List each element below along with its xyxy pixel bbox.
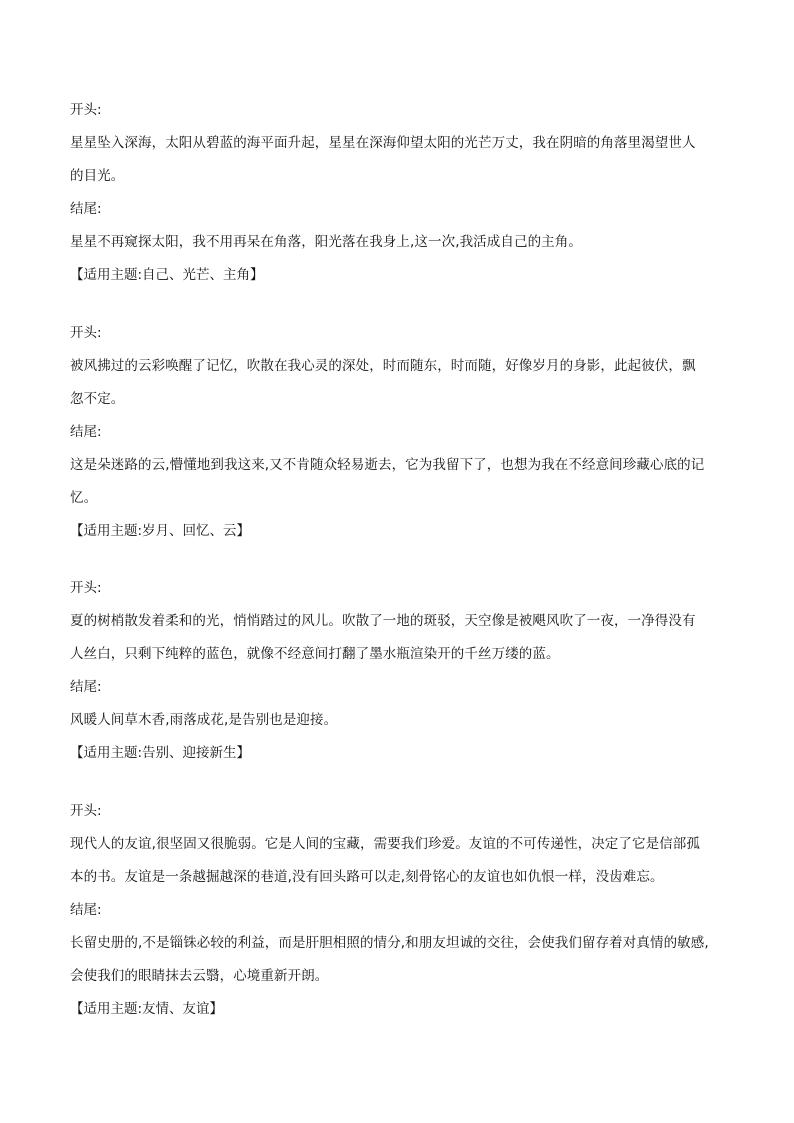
theme-tag: 【适用主题:告别、迎接新生】 xyxy=(70,745,251,761)
paragraph-line: 人丝白，只剩下纯粹的蓝色，就像不经意间打翻了墨水瓶渲染开的千丝万缕的蓝。 xyxy=(70,646,560,662)
paragraph-line: 忆。 xyxy=(70,490,98,506)
opening-label: 开头: xyxy=(70,325,102,341)
paragraph-line: 夏的树梢散发着柔和的光，悄悄踏过的风儿。吹散了一地的斑驳，天空像是被飓风吹了一夜，一净得没有 xyxy=(70,613,696,629)
paragraph-line: 星星坠入深海，太阳从碧蓝的海平面升起，星星在深海仰望太阳的光芒万丈，我在阴暗的角落里渴望世人 xyxy=(70,135,696,151)
opening-label: 开头: xyxy=(70,102,102,118)
ending-paragraph xyxy=(70,449,730,515)
ending-paragraph xyxy=(70,704,730,737)
paragraph-line: 被风拂过的云彩唤醒了记忆，吹散在我心灵的深处，时而随东，时而随，好像岁月的身影，此起彼伏，飘 xyxy=(70,358,696,374)
essay-section-1 xyxy=(70,94,730,292)
paragraph-line: 这是朵迷路的云,懵懂地到我这来,又不肯随众轻易逝去，它为我留下了，也想为我在不经意间珍藏心底的记 xyxy=(70,457,705,473)
ending-label: 结尾: xyxy=(70,679,102,695)
theme-tag: 【适用主题:自己、光芒、主角】 xyxy=(70,267,264,283)
paragraph-line: 的目光。 xyxy=(70,168,125,184)
opening-paragraph xyxy=(70,605,730,671)
opening-paragraph xyxy=(70,127,730,193)
ending-paragraph xyxy=(70,226,730,259)
theme-tag: 【适用主题:岁月、回忆、云】 xyxy=(70,523,251,539)
opening-paragraph xyxy=(70,828,730,894)
opening-paragraph xyxy=(70,350,730,416)
ending-label: 结尾: xyxy=(70,424,102,440)
ending-label: 结尾: xyxy=(70,902,102,918)
paragraph-line: 风暖人间草木香,雨落成花,是告别也是迎接。 xyxy=(70,712,338,728)
essay-section-3 xyxy=(70,572,730,770)
essay-section-2 xyxy=(70,317,730,548)
opening-label: 开头: xyxy=(70,803,102,819)
paragraph-line: 长留史册的,不是锱铢必较的利益，而是肝胆相照的情分,和朋友坦诚的交往，会使我们留存着对真情的敏感, xyxy=(70,935,709,951)
paragraph-line: 本的书。友谊是一条越掘越深的巷道,没有回头路可以走,刻骨铭心的友谊也如仇恨一样，没齿难忘。 xyxy=(70,869,664,885)
ending-label: 结尾: xyxy=(70,201,102,217)
paragraph-line: 星星不再窥探太阳，我不用再呆在角落，阳光落在我身上,这一次,我活成自己的主角。 xyxy=(70,234,582,250)
ending-paragraph xyxy=(70,927,730,993)
essay-section-4 xyxy=(70,795,730,1026)
paragraph-line: 现代人的友谊,很坚固又很脆弱。它是人间的宝藏，需要我们珍爱。友谊的不可传递性，决定了它是信部孤 xyxy=(70,836,700,852)
paragraph-line: 会使我们的眼睛抹去云翳，心境重新开朗。 xyxy=(70,968,329,984)
paragraph-line: 忽不定。 xyxy=(70,391,125,407)
theme-tag: 【适用主题:友情、友谊】 xyxy=(70,1001,224,1017)
opening-label: 开头: xyxy=(70,580,102,596)
